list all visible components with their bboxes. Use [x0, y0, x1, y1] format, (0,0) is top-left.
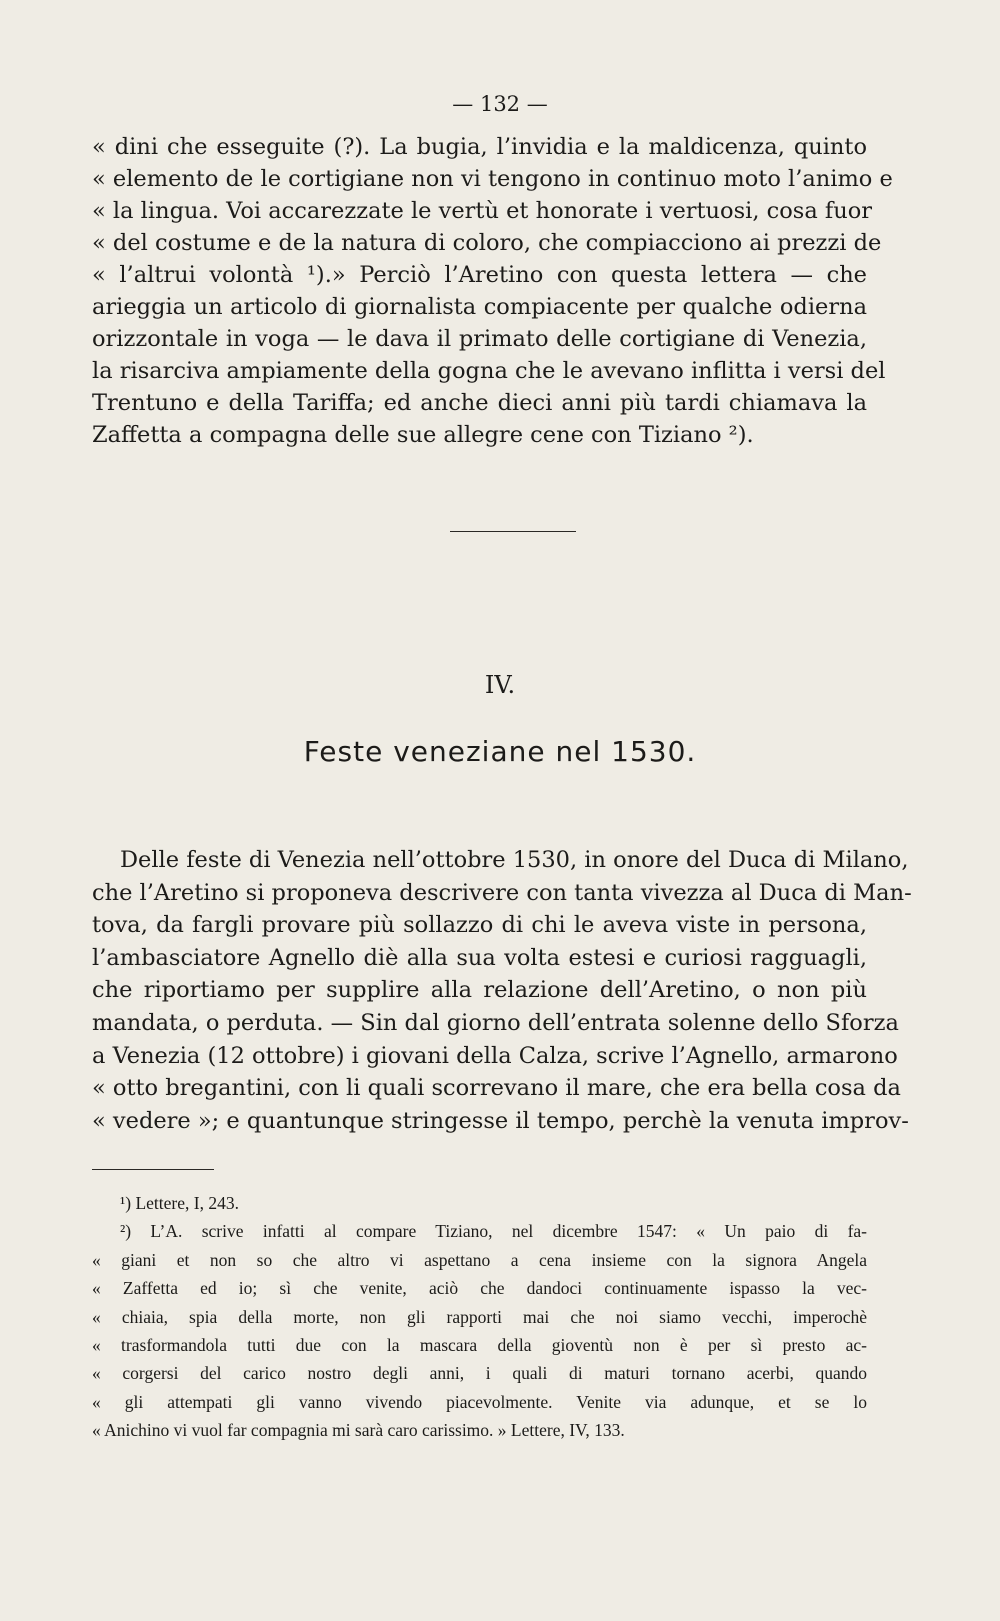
- text-line: Trentuno e della Tariffa; ed anche dieci anni più tardi chiamava la: [92, 390, 867, 416]
- text-line: « del costume e de la natura di coloro, che compiacciono ai prezzi de: [92, 230, 882, 256]
- text-line: « otto bregantini, con li quali scorrevano il mare, che era bella cosa da: [92, 1075, 901, 1102]
- text-line: tova, da fargli provare più sollazzo di chi le aveva viste in persona,: [92, 912, 867, 939]
- section-number: IV.: [484, 671, 516, 699]
- footnote-line: « Anichino vi vuol far compagnia mi sarà caro carissimo. » Lettere, IV, 133.: [92, 1420, 625, 1441]
- section-separator-rule: [450, 531, 576, 532]
- footnote-line: ¹) Lettere, I, 243.: [120, 1193, 239, 1213]
- footnote-line: « trasformandola tutti due con la mascara della gioventù non è per sì presto ac-: [92, 1335, 867, 1356]
- footnote-rule: [92, 1169, 214, 1170]
- footnote-line: ²) L’A. scrive infatti al compare Tiziano, nel dicembre 1547: « Un paio di fa-: [120, 1221, 867, 1242]
- text-line: Zaffetta a compagna delle sue allegre cene con Tiziano ²).: [92, 422, 754, 448]
- text-line: l’ambasciatore Agnello diè alla sua volta estesi e curiosi ragguagli,: [92, 944, 867, 971]
- footnote-line: « corgersi del carico nostro degli anni, i quali di maturi tornano acerbi, quando: [92, 1363, 867, 1384]
- text-line: a Venezia (12 ottobre) i giovani della Calza, scrive l’Agnello, armarono: [92, 1042, 898, 1069]
- text-line: orizzontale in voga — le dava il primato delle cortigiane di Venezia,: [92, 326, 867, 352]
- text-line: Delle feste di Venezia nell’ottobre 1530, in onore del Duca di Milano,: [120, 847, 909, 873]
- text-line: che riportiamo per supplire alla relazione dell’Aretino, o non più: [92, 977, 867, 1004]
- text-line: che l’Aretino si proponeva descrivere con tanta vivezza al Duca di Man-: [92, 879, 912, 906]
- text-line: « vedere »; e quantunque stringesse il tempo, perchè la venuta improv-: [92, 1107, 909, 1134]
- section-paragraph: [92, 844, 912, 1137]
- paragraph-continued: [92, 131, 893, 451]
- section-title: Feste veneziane nel 1530.: [303, 735, 697, 768]
- text-line: arieggia un articolo di giornalista compiacente per qualche odierna: [92, 294, 867, 320]
- page-number: — 132 —: [452, 92, 548, 116]
- text-line: mandata, o perduta. — Sin dal giorno dell’entrata solenne dello Sforza: [92, 1009, 899, 1036]
- text-line: « l’altrui volontà ¹).» Perciò l’Aretino con questa lettera — che: [92, 262, 867, 288]
- footnote-line: « giani et non so che altro vi aspettano a cena insieme con la signora Angela: [92, 1249, 867, 1270]
- text-line: « elemento de le cortigiane non vi tengono in continuo moto l’animo e: [92, 166, 893, 192]
- text-line: « la lingua. Voi accarezzate le vertù et honorate i vertuosi, cosa fuor: [92, 198, 873, 224]
- footnote-line: « Zaffetta ed io; sì che venite, aciò che dandoci continuamente ispasso la vec-: [92, 1278, 867, 1299]
- text-line: la risarciva ampiamente della gogna che le avevano inflitta i versi del: [92, 358, 886, 384]
- text-line: « dini che esseguite (?). La bugia, l’invidia e la maldicenza, quinto: [92, 134, 867, 160]
- footnotes: [92, 1189, 867, 1445]
- footnote-line: « gli attempati gli vanno vivendo piacevolmente. Venite via adunque, et se lo: [92, 1391, 867, 1412]
- footnote-line: « chiaia, spia della morte, non gli rapporti mai che noi siamo vecchi, imperochè: [92, 1306, 867, 1327]
